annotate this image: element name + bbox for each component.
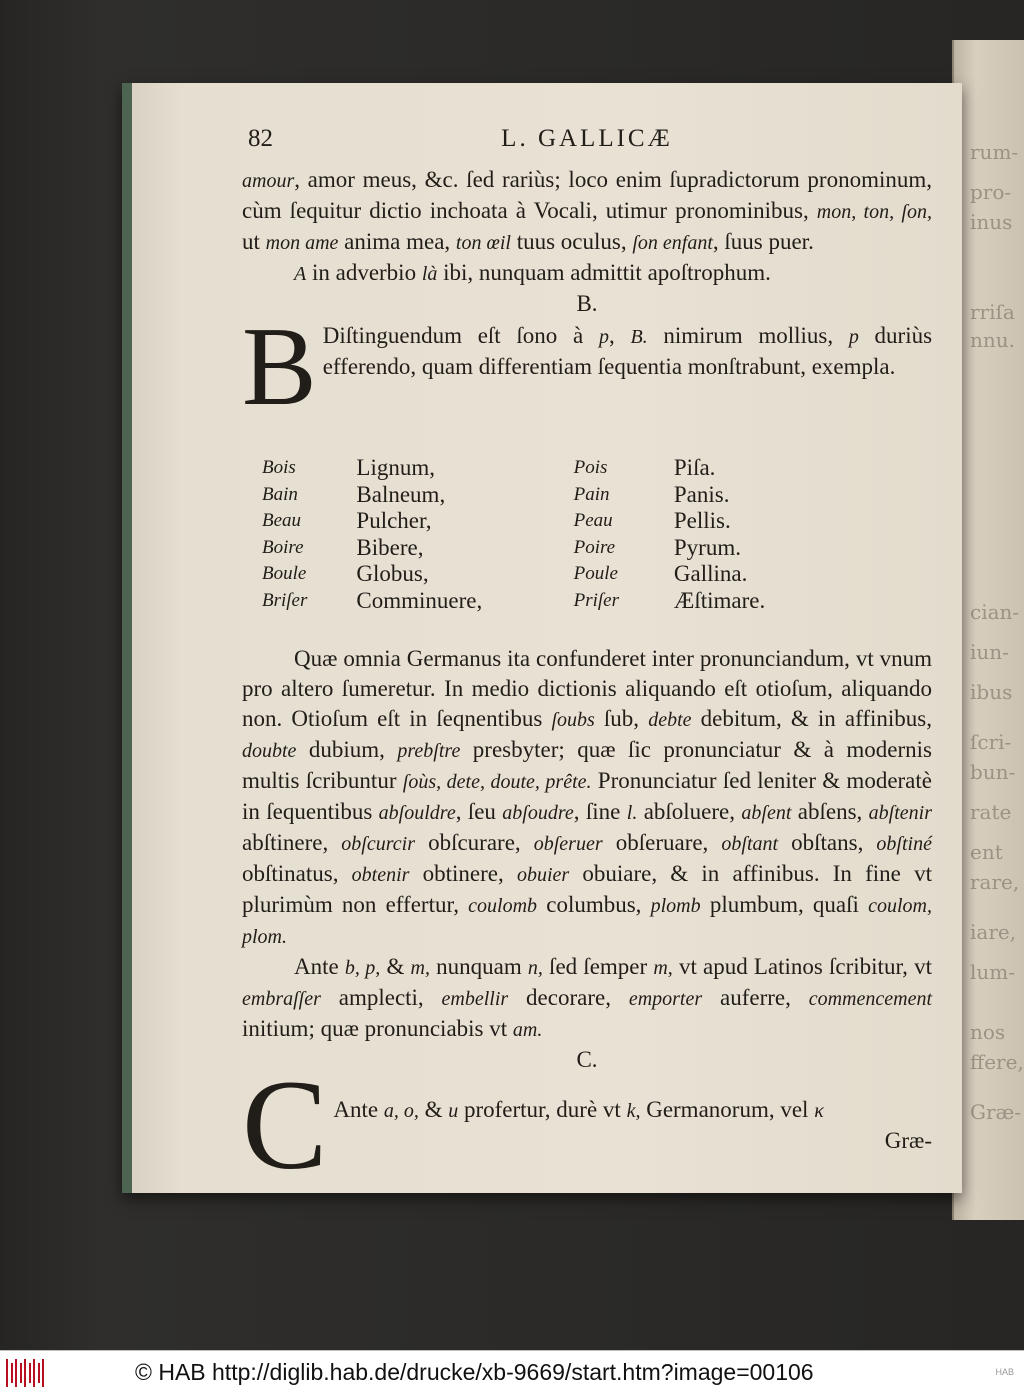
italic-run: l. [626, 802, 638, 824]
section-c-heading: C. [576, 1047, 598, 1072]
facing-page-fragment: nnu. [970, 328, 1015, 352]
french-word: Briſer [262, 589, 308, 611]
word-pair-row [262, 508, 882, 535]
section-b-text [242, 321, 932, 382]
facing-page-fragment: rate [970, 800, 1012, 824]
text-run: obuiare, & in affinibus. In fine vt plurimùm non effertur, [242, 861, 932, 917]
italic-run: m, [410, 957, 430, 979]
facing-page-fragment: rare, [970, 870, 1020, 894]
text-run: Ante [333, 1097, 384, 1122]
facing-page-fragment: rum- [970, 140, 1019, 164]
latin-word: Lignum, [356, 455, 435, 480]
italic-run: debte [648, 709, 692, 731]
logo-bar [20, 1363, 22, 1383]
latin-word: Globus, [356, 561, 429, 586]
french-word: Peau [573, 510, 613, 531]
logo-bar [6, 1359, 8, 1387]
italic-run: mon, ton, ſon, [816, 201, 932, 223]
logo-bar [33, 1359, 35, 1387]
text-run: ſed ſemper [542, 954, 654, 979]
french-word: Priſer [573, 589, 619, 611]
facing-page-fragment: ſcri- [970, 730, 1012, 754]
text-run: obtinere, [409, 861, 517, 886]
hab-logo-icon [6, 1359, 46, 1387]
french-word: Bois [262, 457, 296, 478]
italic-run: ſoùs, dete, doute, prête. [402, 771, 592, 793]
logo-bar [38, 1363, 40, 1383]
text-run: debitum, & in affinibus, [691, 706, 932, 731]
word-pair-row [262, 561, 882, 588]
facing-page-fragment: iare, [970, 920, 1017, 944]
french-word: Beau [262, 510, 302, 531]
italic-run: n, [527, 957, 543, 979]
ante-paragraph [242, 952, 932, 1045]
text-run: abſens, [791, 799, 869, 824]
section-c [242, 1054, 932, 1196]
text-run: duriùs efferendo, quam differentiam ſequentia monſtrabunt, exempla. [322, 323, 933, 379]
dropcap-c: C [242, 1054, 328, 1196]
italic-run: B. [630, 326, 648, 348]
latin-word: Pulcher, [356, 508, 432, 533]
text-run: & [418, 1097, 449, 1122]
latin-word: Pyrum. [673, 534, 741, 560]
facing-page-fragment: lum- [970, 960, 1015, 984]
text-run: obſtinatus, [242, 861, 352, 886]
italic-run: obuier [516, 864, 570, 886]
latin-word: Pellis. [673, 508, 731, 533]
latin-word: Bibere, [356, 534, 424, 560]
text-run: columbus, [537, 892, 651, 917]
italic-run: κ [814, 1100, 824, 1122]
text-run: in adverbio [306, 260, 422, 285]
latin-word: Æſtimare. [673, 587, 766, 613]
italic-run: ton œil [455, 232, 511, 254]
text-run: , ſuus puer. [712, 229, 814, 254]
italic-run: u [448, 1100, 459, 1122]
text-run: abſoluere, [637, 799, 742, 824]
text-run: abſtinere, [242, 830, 342, 855]
text-run: plumbum, quaſi [700, 892, 869, 917]
italic-run: plomb [650, 895, 701, 917]
section-b-heading: B. [576, 291, 598, 316]
text-run: vt apud Latinos ſcribitur, vt [672, 954, 932, 979]
italic-run: ſoubs [551, 709, 595, 731]
french-word: Poule [573, 563, 618, 584]
italic-run: a, o, [383, 1100, 419, 1122]
italic-run: k, [626, 1100, 641, 1122]
running-title: L. GALLICÆ [501, 125, 673, 152]
italic-run: m, [653, 957, 673, 979]
text-run: obſcurare, [415, 830, 534, 855]
text-run: ſub, [594, 706, 649, 731]
italic-run: coulomb [468, 895, 538, 917]
facing-page-fragment: nos [970, 1020, 1006, 1044]
text-run: initium; quæ pronunciabis vt [242, 1016, 513, 1041]
text-run: , [608, 323, 631, 348]
text-run: obſtans, [778, 830, 877, 855]
opening-paragraph [242, 165, 932, 258]
section-b [242, 305, 933, 429]
french-word: Pois [573, 457, 608, 478]
italic-run: am. [512, 1019, 543, 1041]
french-word: Boule [262, 563, 307, 584]
word-pair-row [262, 588, 882, 615]
dropcap-b: B [242, 305, 317, 429]
italic-run: embellir [441, 988, 509, 1010]
latin-word: Balneum, [356, 481, 446, 507]
french-word: Bain [262, 483, 298, 505]
latin-word: Piſa. [673, 455, 716, 480]
text-run: ibi, nunquam admittit apoſtrophum. [437, 260, 771, 285]
italic-run: doubte [242, 740, 297, 762]
word-pair-row [262, 455, 882, 482]
italic-run: b, p, [344, 957, 381, 979]
text-run: , ſeu [455, 799, 503, 824]
text-run: obſeruare, [602, 830, 722, 855]
facing-page-fragment: ent [970, 840, 1003, 864]
italic-run: obſeruer [533, 833, 603, 855]
a-adverb-line [242, 258, 932, 289]
facing-page-fragment: rriſa [970, 300, 1015, 324]
text-run: amplecti, [320, 985, 442, 1010]
italic-run: coulom, plom. [242, 895, 932, 948]
italic-run: là [421, 263, 438, 285]
word-pair-row [262, 482, 882, 509]
word-pairs-table [262, 455, 882, 614]
italic-run: obtenir [351, 864, 410, 886]
text-run: anima mea, [338, 229, 456, 254]
text-run: Germanorum, vel [640, 1097, 815, 1122]
latin-word: Comminuere, [356, 587, 483, 613]
footer-bar [0, 1350, 1024, 1395]
logo-bar [15, 1359, 17, 1387]
latin-word: Gallina. [673, 561, 748, 586]
facing-page-fragment: pro- [970, 180, 1012, 204]
facing-page-fragment: inus [970, 210, 1013, 234]
page-text-block [242, 125, 933, 1196]
footer-copyright-url[interactable]: © HAB http://diglib.hab.de/drucke/xb-9669/start.htm?image=00106 [135, 1359, 814, 1385]
text-run: nimirum mollius, [647, 323, 849, 348]
text-run: , ſine [573, 799, 627, 824]
text-run: Ante [294, 954, 345, 979]
italic-run: embraſſer [242, 988, 321, 1010]
facing-page-fragment: ffere, [970, 1050, 1024, 1074]
text-run: Pronunciatur ſed leniter & moderatè in ſequentibus [242, 768, 932, 824]
italic-run: abſoudre [502, 802, 574, 824]
french-word: Pain [573, 483, 610, 505]
footer-logo-label: HAB [995, 1367, 1014, 1377]
italic-run: obſtiné [876, 833, 932, 855]
french-word: Poire [573, 536, 616, 558]
text-run: dubium, [296, 737, 398, 762]
catchword: Græ- [884, 1128, 932, 1153]
italic-run: abſtenir [868, 802, 932, 824]
italic-run: abſent [741, 802, 792, 824]
italic-run: ſon enfant [632, 232, 713, 254]
text-run: auferre, [702, 985, 809, 1010]
book-page [122, 83, 962, 1196]
logo-bar [42, 1359, 44, 1387]
text-run: & [380, 954, 411, 979]
italic-run: A [294, 263, 307, 285]
facing-page-fragment: bun- [970, 760, 1016, 784]
word-pair-row [262, 535, 882, 562]
italic-run: mon ame [265, 232, 339, 254]
text-run: Diſtinguendum eſt ſono à [322, 323, 599, 348]
text-run: ut [242, 229, 266, 254]
text-run: , amor meus, &c. ſed rariùs; loco enim ſupradictorum pronominum, cùm ſequitur dictio inchoata à Vocali, utimur pronominibus, [242, 167, 932, 223]
text-run: tuus oculus, [510, 229, 633, 254]
italic-run: p [848, 326, 859, 348]
italic-run: obſtant [721, 833, 779, 855]
facing-page-fragment: cian- [970, 600, 1020, 624]
logo-bar [11, 1363, 13, 1383]
italic-run: commencement [808, 988, 933, 1010]
text-run: Quæ omnia Germanus ita confunderet inter pronunciandum, vt vnum pro altero ſumeretur. In medio dictionis aliquando eſt otioſum, aliquando non. Otioſum eſt in ſeqnentibus [242, 646, 932, 731]
latin-word: Panis. [673, 481, 730, 507]
section-c-text [242, 1077, 932, 1126]
facing-page-fragment: iun- [970, 640, 1009, 664]
facing-page-edge [952, 40, 1024, 1220]
italic-run: obſcurcir [341, 833, 415, 855]
italic-run: emporter [628, 988, 703, 1010]
facing-page-fragment: ibus [970, 680, 1013, 704]
running-head [242, 125, 932, 165]
italic-run: prebſtre [397, 740, 461, 762]
text-run: presbyter; quæ ſic pronunciatur & à modernis multis ſcribuntur [242, 737, 932, 793]
quae-paragraph [242, 644, 932, 952]
italic-run: amour [242, 170, 295, 192]
logo-bar [29, 1363, 31, 1383]
italic-run: p [598, 326, 609, 348]
text-run: profertur, durè vt [458, 1097, 627, 1122]
facing-page-fragment: Græ- [970, 1100, 1022, 1124]
page-number: 82 [248, 125, 273, 152]
italic-run: abſouldre [378, 802, 456, 824]
text-run: nunquam [429, 954, 528, 979]
french-word: Boire [262, 536, 304, 558]
logo-bar [24, 1359, 26, 1387]
text-run: decorare, [508, 985, 629, 1010]
